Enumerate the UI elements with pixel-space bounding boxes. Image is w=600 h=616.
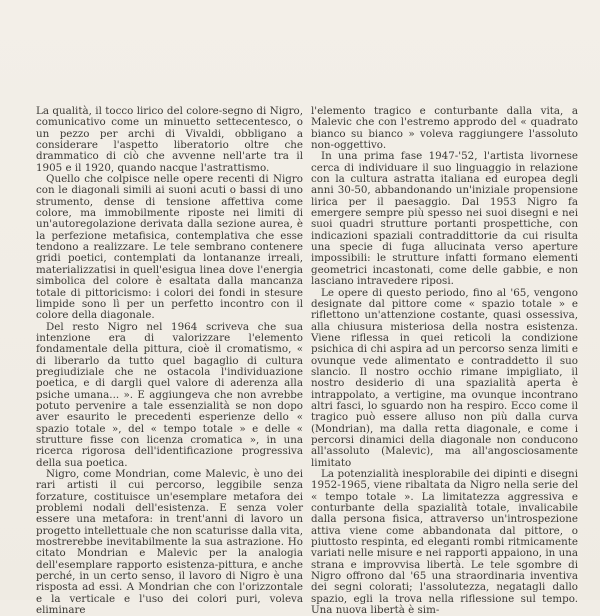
paragraph: In una prima fase 1947-'52, l'artista livornese cerca di individuare il suo linguaggio in relazione con la cultura astratta italiana ed europea degli anni 30-50, abbandonando un'iniziale propensione lirica per il paesaggio. Dal 1953 Nigro fa emergere sempre più spesso nei suoi disegni e nei suoi quadri strutture portanti prospettiche, con indicazioni spaziali contraddittorie da cui risulta una specie di fuga allucinata verso aperture impossibili: le strutture infatti formano elementi geometrici incastonati, come delle gabbie, e non lasciano intravedere riposi. [311,150,578,288]
paragraph: l'elemento tragico e conturbante dalla vita, a Malevic che con l'estremo approdo del « quadrato bianco su bianco » voleva raggiungere l'assoluto non-oggettivo. [311,105,578,152]
paragraph: Nigro, come Mondrian, come Malevic, è uno dei rari artisti il cui percorso, leggibile senza forzature, costituisce un'esemplare metafora dei problemi nodali dell'esistenza. E senza voler essere una metafora: in trent'anni di lavoro un progetto intellettuale che non scaturisse dalla vita, mostrerebbe inevitabilmente la sua astrazione. Ho citato Mondrian e Malevic per la analogia dell'esemplare rapporto esistenza-pittura, e anche perché, in un certo senso, il lavoro di Nigro è una risposta ad essi. A Mondrian che con l'orizzontale e la verticale e l'uso dei colori puri, voleva eliminare [36,468,303,616]
paragraph: La potenzialità inesplorabile dei dipinti e disegni 1952-1965, viene ribaltata da Nigro nella serie del « tempo totale ». La limitatezza aggressiva e conturbante della spazialità totale, invalicabile dalla persona fisica, attraverso un'introspezione attiva viene come abbandonata dal pittore, o piuttosto respinta, ed eleganti rombi ritmicamente variati nelle misure e nei rapporti appaiono, in una strana e improvvisa libertà. Le tele sgombre di Nigro offrono dal '65 una straordinaria inventiva dei segni colorati; l'assolutezza, negatagli dallo spazio, egli la trova nella riflessione sul tempo. Una nuova libertà è sim- [311,468,578,616]
paragraph: Quello che colpisce nelle opere recenti di Nigro con le diagonali simili ai suoni acuti o bassi di uno strumento, dense di tensione affettiva come colore, ma immobilmente riposte nei limiti di un'autoregolazione derivata dalla sezione aurea, è la perfezione metafisica, contemplativa che esse tendono a realizzare. Le tele sembrano contenere gridi poetici, contemplati da lontananze irreali, materializzatisi in quell'esigua linea dove l'energia simbolica del colore è esaltata dalla mancanza totale di pittoricismo: i colori dei fondi in stesure limpide sono lì per un perfetto incontro con il colore della diagonale. [36,173,303,322]
right-text-column [311,106,578,616]
paragraph: Del resto Nigro nel 1964 scriveva che sua intenzione era di valorizzare l'elemento fondamentale della pittura, cioè il cromatismo, « di liberarlo da tutto quel bagaglio di cultura pregiudiziale che ne ostacola l'individuazione poetica, e di dargli quel valore di aderenza alla psiche umana... ». E aggiungeva che non avrebbe potuto pervenire a tale essenzialità se non dopo aver esaurito le precedenti esperienze dello « spazio totale », del « tempo totale » e delle « strutture fisse con licenza cromatica », in una ricerca rigorosa dell'identificazione progressiva della sua poetica. [36,320,303,469]
paragraph: Le opere di questo periodo, fino al '65, vengono designate dal pittore come « spazio totale » e riflettono un'attenzione costante, quasi ossessiva, alla chiusura misteriosa della nostra esistenza. Viene riflessa in quei reticoli la condizione psichica di chi aspira ad un percorso senza limiti e ovunque vede alimentato e contraddetto il suo slancio. Il nostro occhio rimane impigliato, il nostro desiderio di una spazialità aperta è intrappolato, a vertigine, ma ovunque incontrano altri fasci, lo sguardo non ha respiro. Ecco come il tragico può essere alluso non più dalla curva (Mondrian), ma dalla retta diagonale, e come i percorsi dinamici della diagonale non conducono all'assoluto (Malevic), ma all'angosciosamente limitato [311,286,578,469]
paragraph: La qualità, il tocco lirico del colore-segno di Nigro, comunicativo come un minuetto settecentesco, o un pezzo per archi di Vivaldi, obbligano a considerare l'aspetto liberatorio oltre che drammatico di ciò che avvenne nell'arte tra il 1905 e il 1920, quando nacque l'astrattismo. [36,105,303,174]
left-text-column [36,106,303,616]
